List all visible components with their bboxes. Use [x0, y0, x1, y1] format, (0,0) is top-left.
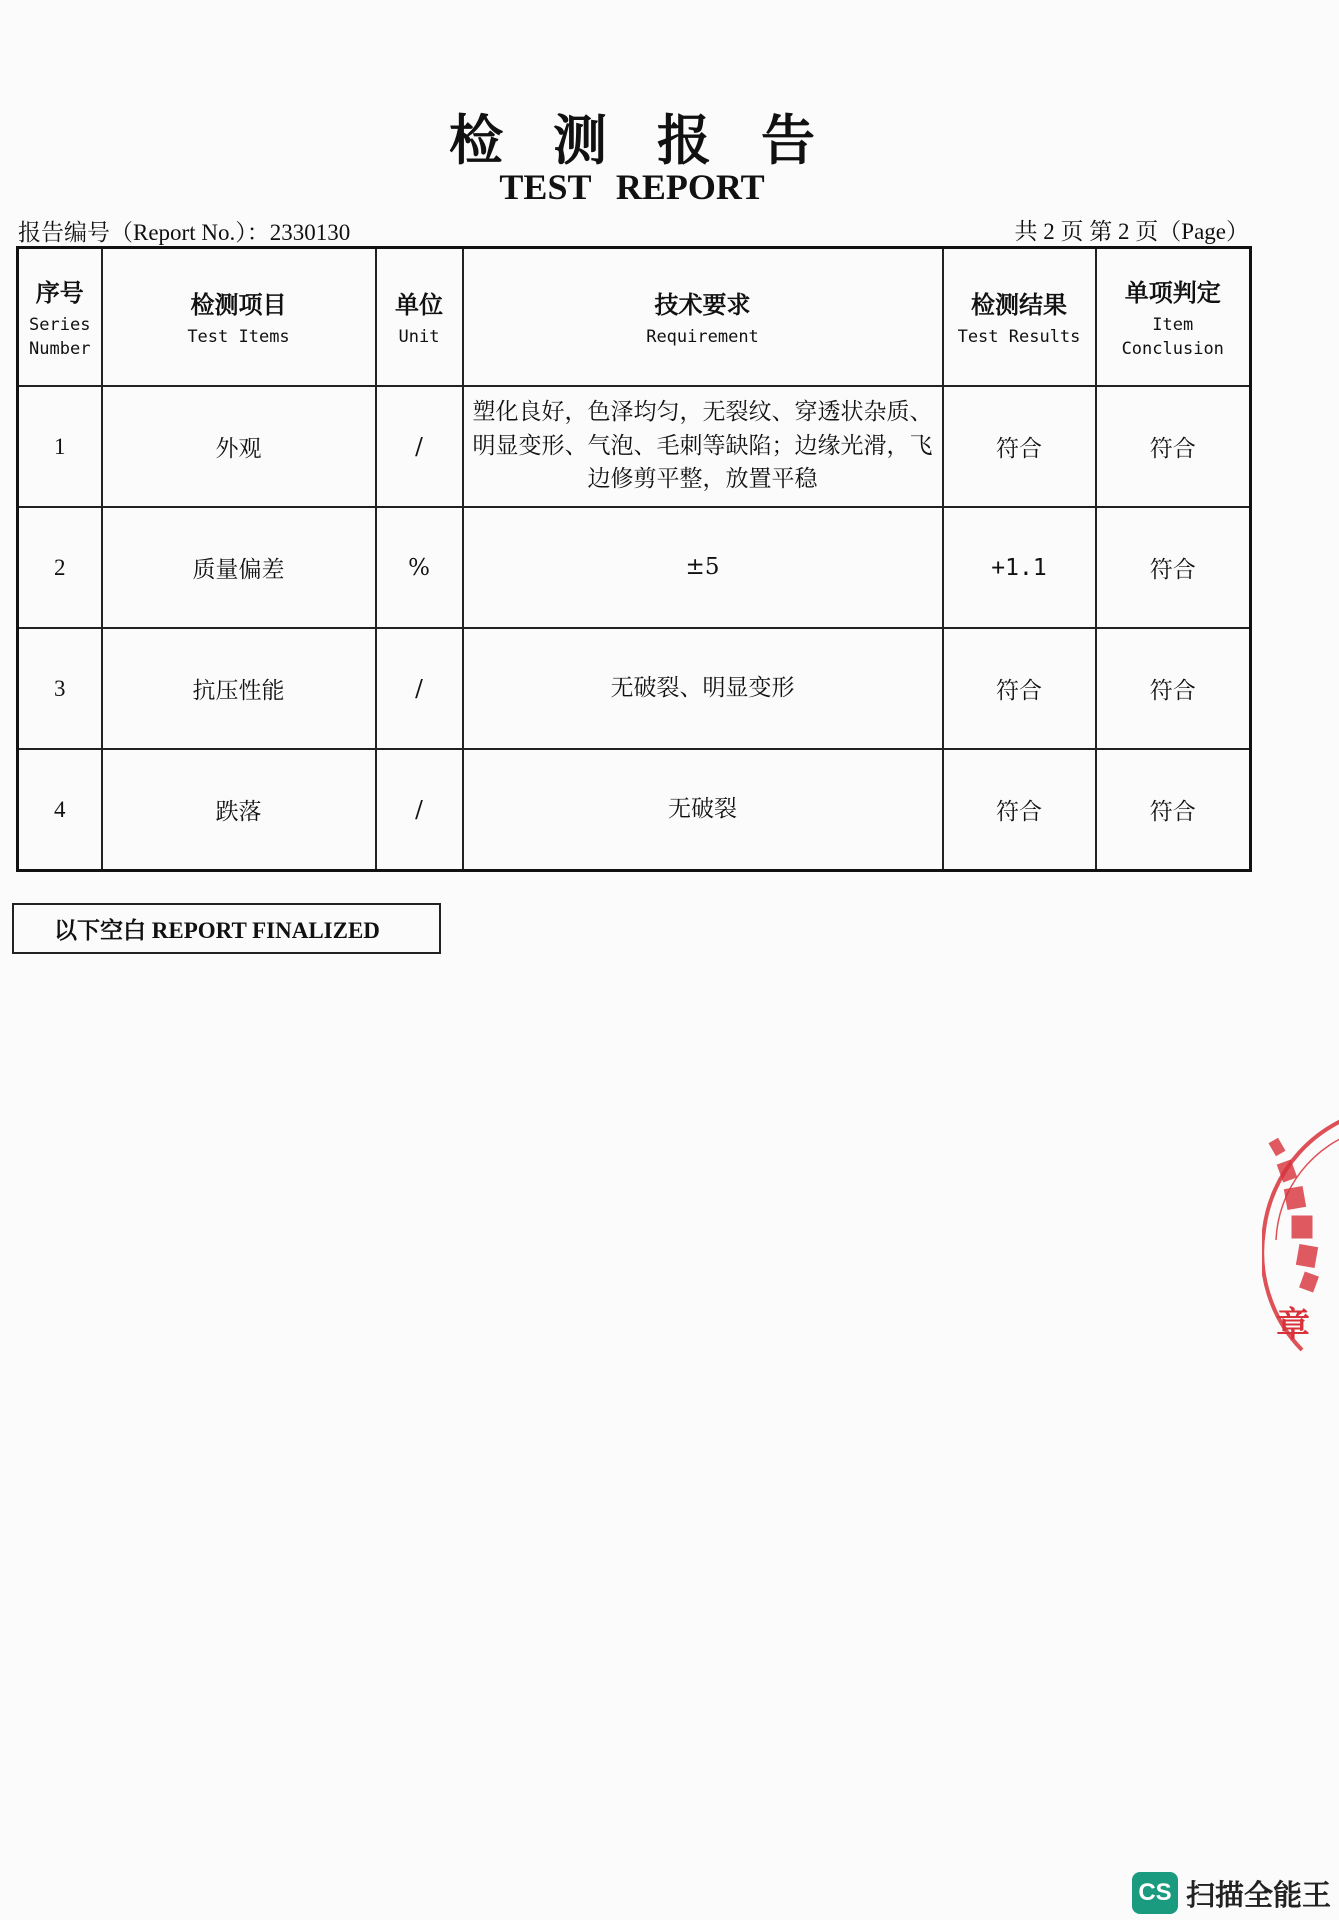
official-seal-stamp [1262, 1100, 1339, 1380]
header-label-cn: 技术要求 [654, 289, 751, 319]
cell-test-result: 符合 [943, 628, 1096, 749]
header-label-en: Requirement [646, 326, 759, 347]
table-row [18, 507, 1251, 628]
table-header-row [18, 248, 1251, 387]
camscanner-logo-icon: CS [1132, 1872, 1178, 1914]
page-info: 共 2 页 第 2 页（Page） [1014, 219, 1249, 244]
cell-test-result: 符合 [943, 386, 1096, 507]
cell-series-number: 4 [18, 749, 102, 871]
svg-text:章: 章 [1276, 1305, 1310, 1345]
cell-series-number: 3 [18, 628, 102, 749]
test-results-table [16, 246, 1252, 872]
header-label-cn: 单项判定 [1124, 277, 1221, 307]
cell-requirement: 无破裂 [463, 749, 943, 871]
table-row [18, 628, 1251, 749]
cell-item-conclusion: 符合 [1096, 386, 1251, 507]
report-number: 报告编号（Report No.）：2330130 [18, 220, 351, 245]
cell-test-result: 符合 [943, 749, 1096, 871]
header-test-items [102, 248, 376, 387]
header-label-cn: 序号 [35, 277, 84, 307]
header-label-cn: 单位 [395, 289, 443, 319]
cell-requirement: 无破裂、明显变形 [463, 628, 943, 749]
camscanner-label: 扫描全能王 [1185, 1877, 1331, 1912]
header-label-cn: 检测项目 [190, 289, 287, 319]
cell-test-item: 质量偏差 [102, 507, 376, 628]
cell-item-conclusion: 符合 [1096, 507, 1251, 628]
cell-unit: % [376, 507, 463, 628]
header-label-en: Item Conclusion [1121, 314, 1224, 359]
cell-unit: / [376, 386, 463, 507]
header-label-en: Series Number [29, 314, 91, 359]
cell-item-conclusion: 符合 [1096, 628, 1251, 749]
cell-requirement: 塑化良好，色泽均匀，无裂纹、穿透状杂质、明显变形、气泡、毛刺等缺陷；边缘光滑，飞边修剪平整，放置平稳 [463, 386, 943, 507]
report-finalized-label: 以下空白 REPORT FINALIZED [54, 918, 380, 943]
report-title-cn: 检测报告 [449, 108, 865, 172]
header-item-conclusion [1096, 248, 1251, 387]
report-title-en: TEST REPORT [499, 167, 765, 207]
cell-test-item: 外观 [102, 386, 376, 507]
cell-series-number: 1 [18, 386, 102, 507]
report-finalized-box [12, 903, 441, 954]
header-label-en: Unit [398, 326, 440, 347]
header-series-number [18, 248, 102, 387]
cell-requirement: ±5 [463, 507, 943, 628]
header-label-en: Test Items [187, 326, 290, 347]
table-row [18, 749, 1251, 871]
camscanner-watermark [1132, 1872, 1331, 1914]
cell-unit: / [376, 749, 463, 871]
seal-icon [1262, 1100, 1339, 1380]
cell-test-item: 跌落 [102, 749, 376, 871]
header-unit [376, 248, 463, 387]
header-label-cn: 检测结果 [971, 289, 1067, 319]
header-test-results [943, 248, 1096, 387]
cell-test-item: 抗压性能 [102, 628, 376, 749]
table-row [18, 386, 1251, 507]
cell-unit: / [376, 628, 463, 749]
header-label-en: Test Results [957, 326, 1081, 347]
cell-item-conclusion: 符合 [1096, 749, 1251, 871]
cell-test-result: +1.1 [943, 507, 1096, 628]
cell-series-number: 2 [18, 507, 102, 628]
header-requirement [463, 248, 943, 387]
